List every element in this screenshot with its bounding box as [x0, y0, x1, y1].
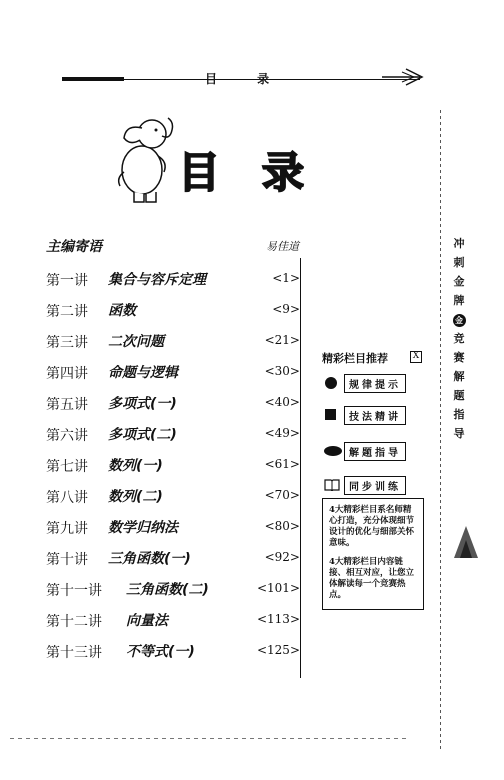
- editor-row: [46, 236, 310, 260]
- page-number: <125>: [256, 643, 300, 657]
- close-icon[interactable]: X: [410, 351, 422, 363]
- page-number: <49>: [264, 426, 300, 440]
- lecture-number: 第十讲: [46, 552, 88, 568]
- bottom-rule: [10, 738, 410, 739]
- header-left-rule: [62, 77, 124, 81]
- lecture-title: 三角函数(二): [126, 582, 209, 598]
- toc-entry[interactable]: [46, 454, 310, 478]
- page-number: <92>: [264, 550, 300, 564]
- vertical-char: 题: [453, 389, 465, 402]
- toc-entry[interactable]: [46, 516, 310, 540]
- gold-badge-icon: 金: [453, 314, 466, 327]
- page-number: <21>: [264, 333, 300, 347]
- page-number: <40>: [264, 395, 300, 409]
- header-title: 目 录: [205, 72, 288, 86]
- vertical-char: 赛: [453, 351, 465, 364]
- toc-entry[interactable]: [46, 485, 310, 509]
- panel-item-label: 解题指导: [344, 442, 406, 461]
- page-number: <80>: [264, 519, 300, 533]
- lecture-title: 不等式(一): [126, 644, 195, 660]
- toc-entry[interactable]: [46, 423, 310, 447]
- lecture-title: 函数: [108, 303, 136, 319]
- lecture-number: 第九讲: [46, 521, 88, 537]
- lecture-title: 数学归纳法: [108, 520, 178, 536]
- lecture-number: 第十一讲: [46, 583, 102, 599]
- lecture-title: 向量法: [126, 613, 168, 629]
- lecture-number: 第八讲: [46, 490, 88, 506]
- panel-note-2: 4大精彩栏目内容链接、相互对应，让您立体解读每一个竞赛热点。: [329, 557, 415, 600]
- vertical-char: 冲: [453, 237, 465, 250]
- page-number: <30>: [264, 364, 300, 378]
- arrow-icon: [382, 66, 424, 88]
- page-number: <9>: [272, 302, 300, 316]
- big-title-char2: 录: [262, 148, 305, 197]
- panel-note-1: 4大精彩栏目系名师精心打造，充分体现细节设计的优化与细部关怀意味。: [329, 505, 415, 548]
- lecture-title: 三角函数(一): [108, 551, 191, 567]
- panel-title: 精彩栏目推荐: [322, 352, 388, 365]
- lecture-number: 第四讲: [46, 366, 88, 382]
- lecture-title: 多项式(二): [108, 427, 177, 443]
- toc-entry[interactable]: [46, 330, 310, 354]
- page-number: <70>: [264, 488, 300, 502]
- vertical-char: 导: [453, 427, 465, 440]
- vertical-char: 解: [453, 370, 465, 383]
- oval-bullet-icon: [324, 445, 342, 457]
- panel-note-box: [322, 498, 424, 610]
- page-number: <113>: [256, 612, 300, 626]
- vertical-char: 牌: [453, 294, 465, 307]
- lecture-title: 多项式(一): [108, 396, 177, 412]
- toc-entry[interactable]: [46, 299, 310, 323]
- panel-item-technique[interactable]: [324, 406, 418, 424]
- toc-entry[interactable]: [46, 640, 310, 664]
- lecture-title: 命题与逻辑: [108, 365, 178, 381]
- lecture-number: 第十三讲: [46, 645, 102, 661]
- panel-item-label: 规律提示: [344, 374, 406, 393]
- vertical-char: 刺: [453, 256, 465, 269]
- lecture-title: 数列(一): [108, 458, 163, 474]
- toc-entry[interactable]: [46, 361, 310, 385]
- editor-signature: 易佳道: [266, 240, 299, 253]
- toc-entry[interactable]: [46, 547, 310, 571]
- lecture-number: 第三讲: [46, 335, 88, 351]
- panel-item-label: 同步训练: [344, 476, 406, 495]
- circle-bullet-icon: [324, 377, 338, 389]
- panel-item-rule-tips[interactable]: [324, 374, 418, 392]
- vertical-char: 金: [453, 275, 465, 288]
- lecture-number: 第六讲: [46, 428, 88, 444]
- vertical-char: 指: [453, 408, 465, 421]
- lecture-title: 数列(二): [108, 489, 163, 505]
- edge-dotted-rule: [440, 110, 441, 750]
- series-vertical-title: [450, 234, 468, 443]
- toc-entry[interactable]: [46, 578, 310, 602]
- elephant-icon: [112, 110, 178, 206]
- panel-item-guidance[interactable]: [324, 442, 418, 460]
- vertical-char: 竞: [453, 332, 465, 345]
- page-number: <61>: [264, 457, 300, 471]
- lecture-number: 第七讲: [46, 459, 88, 475]
- big-title-char1: 目: [178, 148, 221, 197]
- toc-entry[interactable]: [46, 609, 310, 633]
- panel-item-practice[interactable]: [324, 476, 418, 494]
- decoration-icon: [452, 520, 480, 560]
- lecture-number: 第十二讲: [46, 614, 102, 630]
- toc-divider: [300, 258, 301, 678]
- square-bullet-icon: [324, 409, 338, 421]
- panel-item-label: 技法精讲: [344, 406, 406, 425]
- page-number: <101>: [256, 581, 300, 595]
- book-icon: [324, 479, 340, 491]
- lecture-number: 第二讲: [46, 304, 88, 320]
- page-number: <1>: [272, 271, 300, 285]
- editor-title: 主编寄语: [46, 239, 102, 255]
- lecture-number: 第一讲: [46, 273, 88, 289]
- toc-entry[interactable]: [46, 268, 310, 292]
- lecture-title: 二次问题: [108, 334, 164, 350]
- toc-entry[interactable]: [46, 392, 310, 416]
- lecture-title: 集合与容斥定理: [108, 272, 206, 288]
- lecture-number: 第五讲: [46, 397, 88, 413]
